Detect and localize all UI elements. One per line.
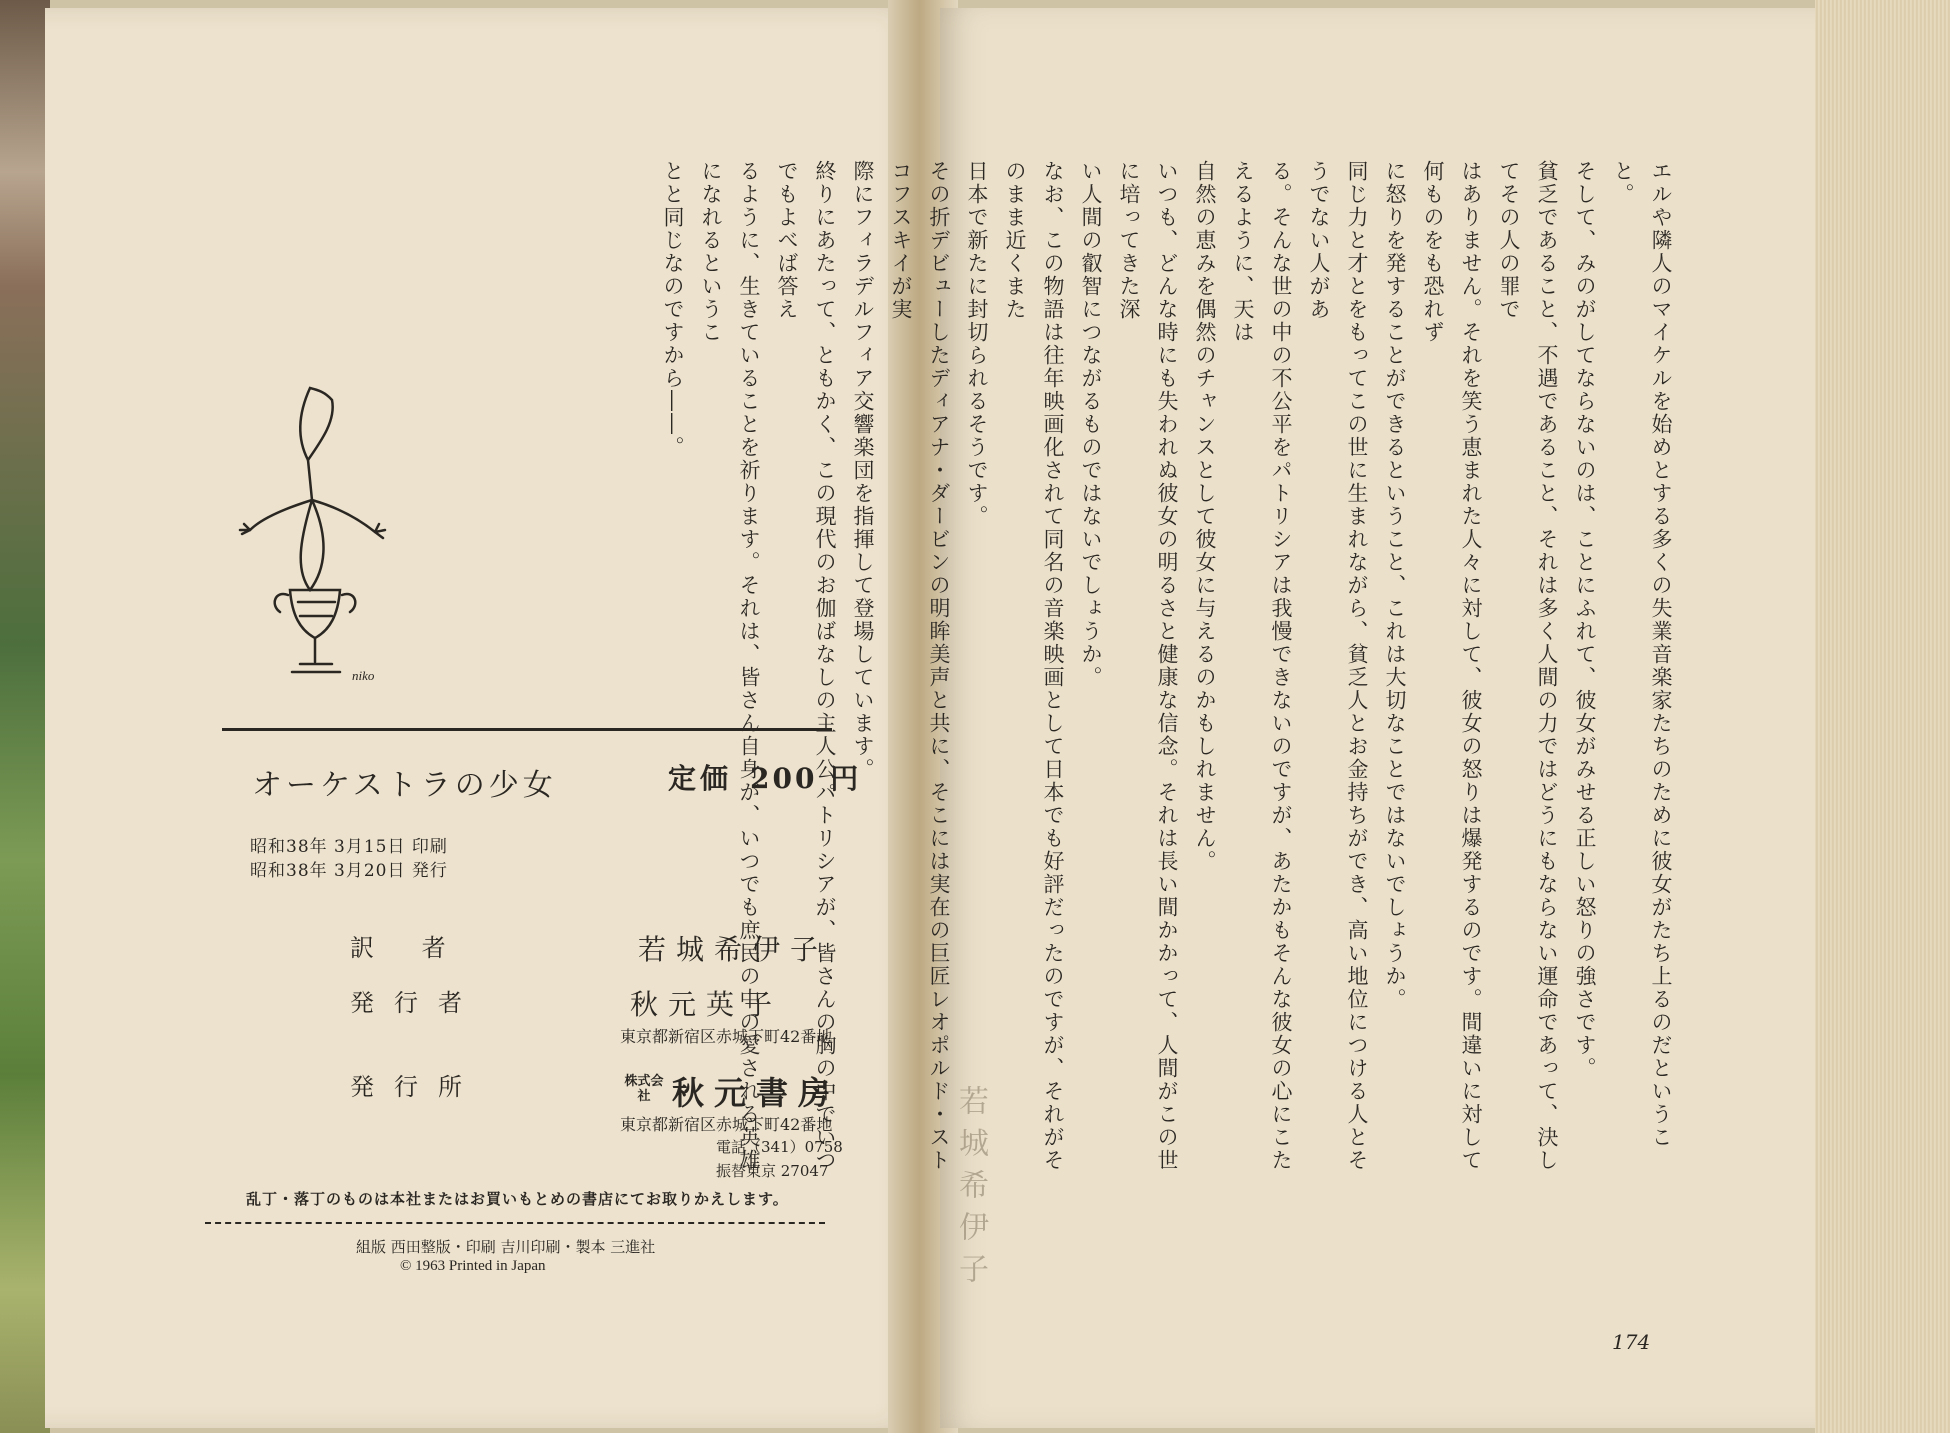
text-line: 日本で新たに封切られるそうです。: [965, 160, 989, 528]
price-label: 定価: [668, 762, 733, 795]
text-line: 自然の恵みを偶然のチャンスとして彼女に与えるのかもしれません。: [1193, 160, 1217, 873]
publisher-label: 発行者: [350, 989, 482, 1017]
publishing-house-phone: 電話（341）0758: [716, 1138, 843, 1156]
book-title: オーケストラの少女: [252, 768, 557, 803]
text-line: いつも、どんな時にも失われぬ彼女の明るさと健康な信念。それは長い間かかって、人間がこの世に培ってきた深: [1117, 160, 1179, 1172]
text-line: に怒りを発することができるということ、これは大切なことではないでしょうか。: [1383, 160, 1407, 1011]
bleed-through-author: 若城希伊子: [953, 1085, 988, 1295]
text-line: い人間の叡智につながるものではないでしょうか。: [1079, 160, 1103, 689]
publishing-house-name: 秋元書房: [672, 1074, 841, 1112]
publisher-address: 東京都新宿区赤城下町42番地: [620, 1027, 833, 1046]
text-line: 同じ力と才とをもってこの世に生まれながら、貧乏人とお金持ちができ、高い地位につける人とそうでない人があ: [1307, 160, 1369, 1172]
translator-name: 若城希伊子: [638, 933, 829, 966]
text-line: 際にフィラデルフィア交響楽団を指揮して登場しています。: [851, 160, 875, 781]
text-line: る。そんな世の中の不公平をパトリシアは我慢できないのですが、あたかもそんな彼女の心にこたえるように、天は: [1231, 160, 1293, 1172]
publishing-house-label: 発行所: [350, 1073, 482, 1101]
page-number: 174: [1612, 1330, 1651, 1354]
price-value: 200 円: [750, 762, 862, 795]
text-line: そして、みのがしてならないのは、ことにふれて、彼女がみせる正しい怒りの強さです。: [1573, 160, 1597, 1080]
text-line: はありません。それを笑う恵まれた人々に対して、彼女の怒りは爆発するのです。間違いに対して何ものをも恐れず: [1421, 160, 1483, 1172]
printer-credits: 組版 西田整版・印刷 吉川印刷・製本 三進社: [356, 1238, 656, 1256]
text-line: エルや隣人のマイケルを始めとする多くの失業音楽家たちのために彼女がたち上るのだということ。: [1611, 160, 1673, 1149]
colophon-bottom-rule: [205, 1222, 825, 1224]
publishing-house-address: 東京都新宿区赤城下町42番地: [620, 1115, 833, 1134]
page-edges: [1815, 0, 1950, 1433]
text-line: なお、この物語は往年映画化されて同名の音楽映画として日本でも好評だったのですが、それがそのまま近くまた: [1003, 160, 1065, 1172]
illustration-figure: [240, 380, 390, 700]
text-line: とと同じなのですから――。: [661, 160, 685, 459]
replacement-notice: 乱丁・落丁のものは本社またはお買いもとめの書店にてお取りかえします。: [246, 1190, 789, 1208]
translator-label: 訳 者: [350, 934, 466, 962]
copyright-line: © 1963 Printed in Japan: [400, 1258, 546, 1274]
illustration-signature: niko: [352, 668, 375, 683]
company-type: 株式会社: [624, 1074, 664, 1104]
publish-date: 昭和38年 3月20日 発行: [250, 861, 448, 881]
text-line: 貧乏であること、不遇であること、それは多く人間の力ではどうにもならない運命であって、決してその人の罪で: [1497, 160, 1559, 1172]
publisher-name: 秋元英子: [630, 988, 783, 1021]
publishing-house-transfer: 振替東京 27047: [716, 1162, 829, 1180]
print-date: 昭和38年 3月15日 印刷: [250, 837, 448, 857]
text-line: 終りにあたって、ともかく、この現代のお伽ばなしの主人公パトリシアが、皆さんの胸の中でいつでもよべば答え: [775, 160, 837, 1172]
text-line: その折デビューしたディアナ・ダービンの明眸美声と共に、そこには実在の巨匠レオポルド・ストコフスキイが実: [889, 160, 951, 1172]
background-photo: [0, 0, 50, 1433]
text-line: るように、生きていることを祈ります。それは、皆さん自身が、いつでも庶民の中の愛される英雄になれるというこ: [699, 160, 761, 1172]
